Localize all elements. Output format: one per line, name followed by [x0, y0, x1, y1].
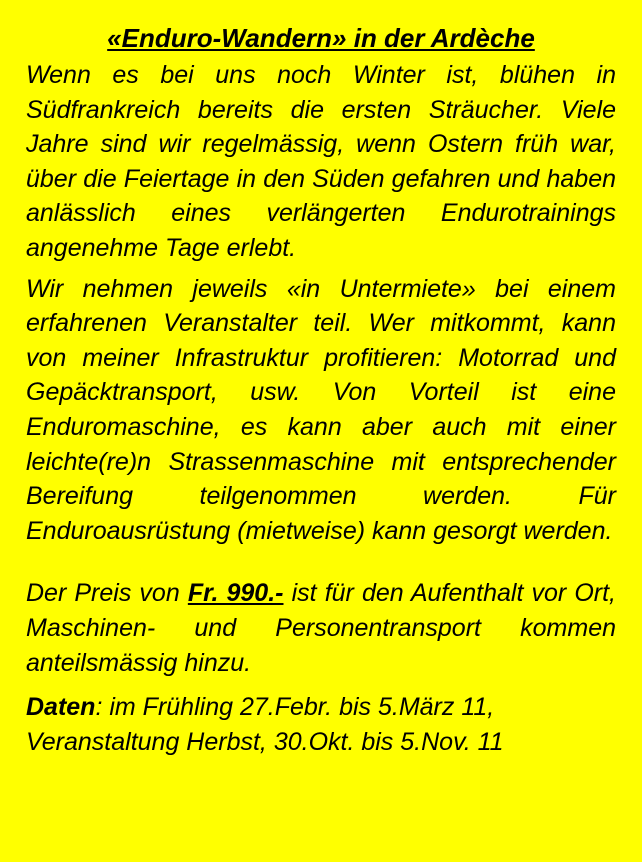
- details-paragraph: Wir nehmen jeweils «in Untermiete» bei einem erfahrenen Veranstalter teil. Wer mitkommt, kann von meiner Infrastruktur profitieren: Motorrad und Gepäcktransport, usw. Von Vorteil ist eine Enduromaschine, es kann aber auch mit einer leichte(re)n Strassenmaschine mit entsprechender Bereifung teilgenommen werden. Für Enduroausrüstung (mietweise) kann gesorgt werden.: [26, 274, 616, 545]
- price-prefix: Der Preis von: [26, 579, 188, 608]
- dates-block: [26, 690, 616, 759]
- price-paragraph: [26, 576, 616, 680]
- price-suffix: ist für den Aufenthalt vor Ort, Maschinen- und Personentransport kommen anteilsmässig hinzu.: [26, 579, 617, 677]
- price-value: Fr. 990.-: [187, 579, 284, 608]
- spacer: [26, 548, 616, 576]
- dates-spring: : im Frühling 27.Febr. bis 5.März 11,: [95, 693, 495, 722]
- dates-autumn: Veranstaltung Herbst, 30.Okt. bis 5.Nov. 11: [26, 727, 504, 756]
- document-title: «Enduro-Wandern» in der Ardèche: [107, 23, 535, 53]
- intro-paragraph: Wenn es bei uns noch Winter ist, blühen in Südfrankreich bereits die ersten Sträucher. Viele Jahre sind wir regelmässig, wenn Ostern früh war, über die Feiertage in den Süden gefahren und haben anlässlich eines verlängerten Endurotrainings angenehme Tage erlebt.: [26, 61, 616, 262]
- dates-label: Daten: [26, 693, 96, 722]
